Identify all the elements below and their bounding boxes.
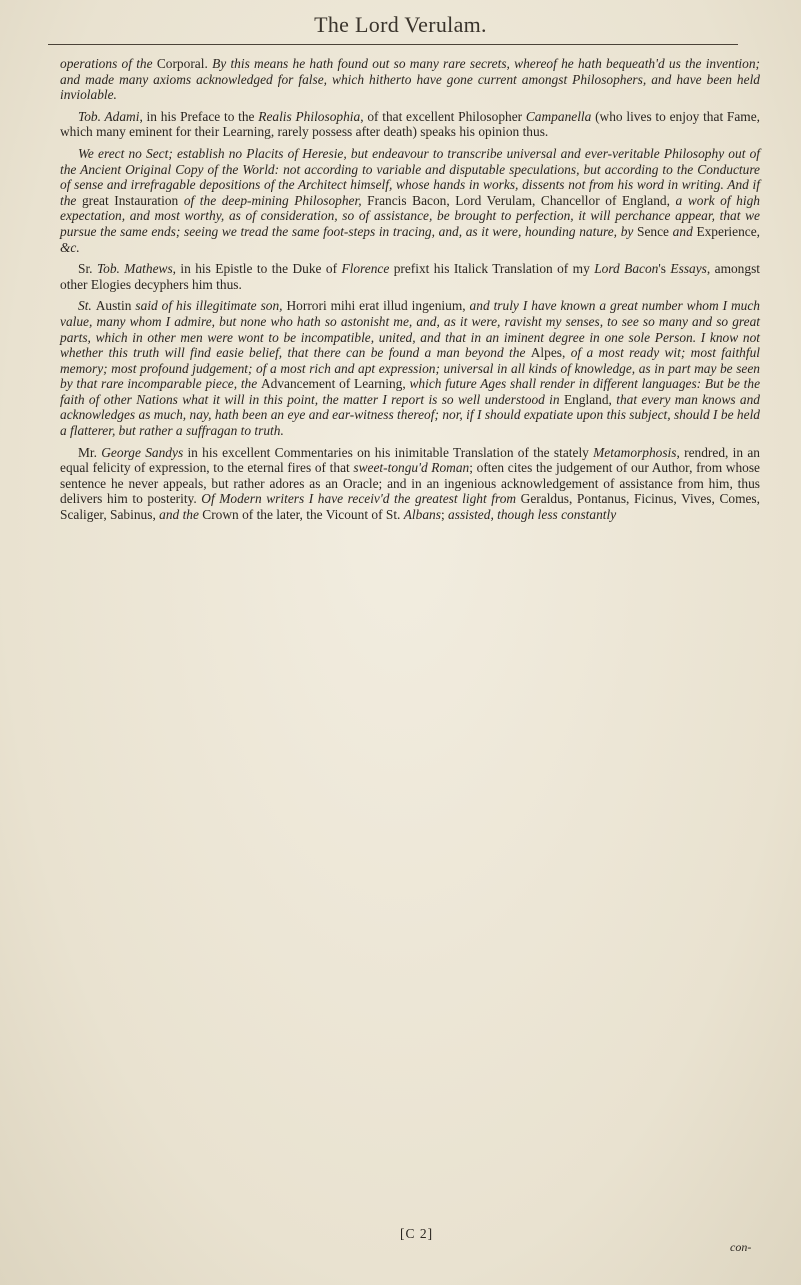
- text-run: , in his Epistle to the Duke of: [172, 261, 342, 277]
- text-run: Metamorphosis: [593, 444, 677, 460]
- text-run: a work of high expectation, and most worthy, as of consideration, so of assistance, be brought to perfection, it will perchance appear, that we pursue the same ends; seeing we tread the same foot-steps in tracing, and, as it were, hounding nature, by: [60, 192, 760, 239]
- signature-mark: [C 2]: [400, 1226, 434, 1241]
- body-text: [60, 56, 760, 529]
- text-run: sweet-tongu'd Roman: [353, 460, 470, 476]
- text-run: said of his illegitimate son,: [135, 298, 287, 314]
- paragraph-1: [60, 56, 760, 103]
- text-run: , in his Preface to the: [139, 108, 259, 124]
- paragraph-6: [60, 445, 760, 523]
- text-run: ;: [440, 507, 449, 523]
- text-run: and truly I have known a great number whom I much value, many whom I admire, but none who hath so astonisht me, and, as it were, ravisht my senses, to see so many and so great parts, which in other men were wont to be incompatible, united, and that in an iminent degree in one sole Person. I know not whether this truth will find easie belief, that there can be found a man beyond the: [60, 298, 761, 361]
- running-title: The Lord Verulam.: [314, 12, 487, 37]
- text-run: of a most ready wit; most faithful memory; most profound judgement; of a most rich and apt expression; universal in all kinds of knowledge, as in part may be seen by that rare incomparable piece, the: [60, 345, 760, 392]
- text-run: Tob. Adami: [78, 108, 140, 124]
- paragraph-4: [60, 261, 760, 292]
- text-run: Lord Bacon: [594, 261, 659, 277]
- text-run: Alpes,: [530, 345, 571, 361]
- text-run: Horrori mihi erat illud ingenium,: [286, 298, 470, 314]
- text-run: Essays: [670, 261, 707, 277]
- text-run: and: [672, 223, 697, 239]
- text-run: St.: [78, 298, 96, 314]
- text-run: that every man knows and acknowledges as much, nay, hath been an eye and ear-witness thereof; nor, if I should expatiate upon this subject, should I be held a flatterer, but rather a suffragan to truth.: [60, 391, 760, 439]
- paragraph-3: [60, 146, 760, 255]
- text-run: Sr.: [78, 261, 97, 277]
- text-run: operations of the: [60, 56, 157, 71]
- text-run: Sence: [637, 223, 673, 239]
- text-run: Geraldus, Pontanus, Ficinus, Vives, Comes, Scaliger, Sabinus,: [60, 491, 760, 523]
- text-run: England,: [563, 391, 617, 407]
- text-run: Campanella: [525, 108, 592, 124]
- text-run: Of Modern writers I have receiv'd the greatest light from: [201, 491, 521, 507]
- text-run: Experience,: [696, 223, 761, 239]
- text-run: of the deep-mining Philosopher,: [183, 192, 368, 208]
- text-run: Francis Bacon, Lord Verulam, Chancellor of England,: [367, 192, 676, 208]
- text-run: Austin: [95, 298, 136, 314]
- text-run: , amongst other Elogies decyphers him thus.: [60, 261, 761, 292]
- text-run: prefixt his Italick Translation of my: [389, 261, 595, 277]
- text-run: Realis Philosophia: [258, 108, 361, 124]
- text-run: Corporal.: [156, 56, 213, 71]
- text-run: George Sandys: [101, 444, 184, 460]
- catchword: con-: [730, 1240, 752, 1254]
- text-run: Albans: [403, 507, 441, 523]
- text-run: assisted, though less constantly: [448, 507, 617, 523]
- text-run: Florence: [341, 261, 390, 277]
- text-run: which future Ages shall render in different languages: But be the faith of other Nations what it will in this point, the matter I report is so well understood in: [60, 376, 761, 407]
- header-rule: [48, 44, 738, 45]
- text-run: ; often cites the judgement of our Author, from whose sentence he never appeals, but rather adores as an Oracle; and in an ingenious acknowledgement of assistance from him, thus delivers him to posterity.: [60, 460, 760, 507]
- text-run: &c.: [60, 239, 80, 255]
- text-run: and the: [159, 507, 203, 523]
- text-run: in his excellent Commentaries on his inimitable Translation of the stately: [183, 444, 594, 460]
- text-run: Mr.: [78, 444, 102, 460]
- paragraph-2: [60, 109, 760, 140]
- text-run: 's: [658, 261, 671, 277]
- text-run: We erect no Sect; establish no Placits of Heresie, but endeavour to transcribe universal and ever-veritable Philosophy out of the Ancient Original Copy of the World: not according to variable and disputable speculations, but according to the Conducture of sense and irrefragable depositions of the Architect himself, whose hands in works, dissents not from his word in writing. And if the: [60, 145, 760, 208]
- paragraph-5: [60, 298, 760, 438]
- text-run: Tob. Mathews: [96, 261, 173, 277]
- text-run: , rendred, in an equal felicity of expression, to the eternal fires of that: [60, 444, 760, 476]
- text-run: (who lives to enjoy that Fame, which many eminent for their Learning, rarely possess after death) speaks his opinion thus.: [60, 108, 761, 140]
- text-run: Advancement of Learning,: [260, 376, 410, 392]
- text-run: Crown of the later, the Vicount of St.: [202, 507, 404, 523]
- text-run: great Instauration: [81, 192, 184, 208]
- text-run: By this means he hath found out so many rare secrets, whereof he hath bequeath'd us the invention; and made many axioms acknowledged for false, which hitherto have gone current amongst Philosophers, and have been held inviolable.: [60, 56, 761, 103]
- text-run: , of that excellent Philosopher: [360, 108, 526, 124]
